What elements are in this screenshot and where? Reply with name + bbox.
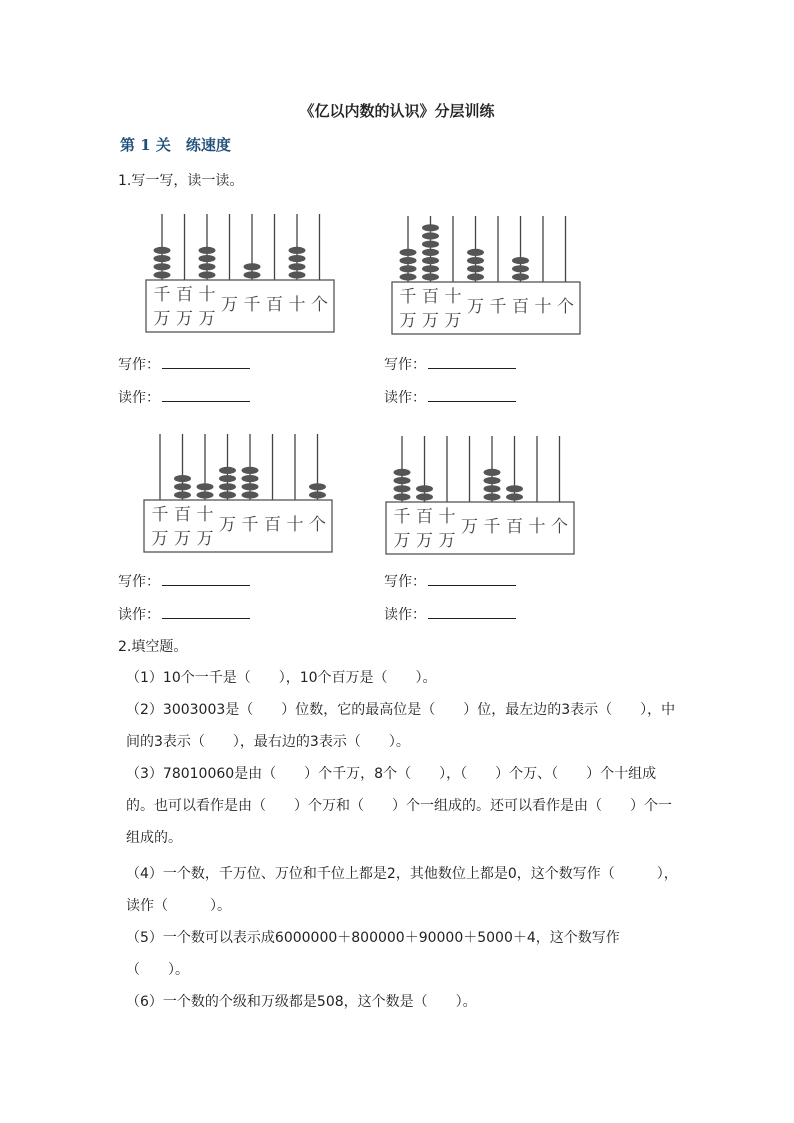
abacus-bead: [219, 467, 236, 474]
fill-item-1: （1）10个一千是（ ），10个百万是（ ）。: [126, 670, 437, 686]
fill-item-2: （2）3003003是（ ）位数，它的最高位是（ ）位，最左边的3表示（ ），中间的3表示（ ），最右边的3表示（ ）。: [126, 702, 676, 750]
place-label: 百: [416, 507, 433, 527]
place-label: 千: [489, 297, 507, 317]
abacus-frame: [146, 280, 334, 332]
question-2-label: 2.填空题。: [118, 639, 188, 655]
abacus-bead: [174, 483, 191, 490]
abacus-bead: [242, 483, 259, 490]
abacus-bead: [506, 485, 523, 492]
place-label: 万: [219, 515, 236, 535]
place-label: 十: [528, 517, 546, 537]
abacus-bead: [416, 485, 433, 492]
place-label: 十: [286, 515, 304, 535]
abacus-bead: [289, 263, 306, 270]
abacus-frame: [392, 282, 580, 334]
abacus-bead: [199, 263, 216, 270]
abacus-bead: [422, 232, 439, 239]
place-label: 千: [153, 285, 171, 305]
abacus-bead: [512, 273, 529, 280]
place-label: 万: [461, 517, 478, 537]
place-label-wan: 万: [438, 531, 456, 551]
place-label: 百: [422, 287, 439, 307]
place-label: 个: [309, 515, 326, 535]
abacus-bead: [400, 273, 417, 280]
abacus-bead: [219, 475, 236, 482]
read-line-1[interactable]: 读作：: [118, 387, 250, 407]
place-label: 百: [264, 515, 281, 535]
place-label: 千: [243, 295, 261, 315]
fill-item-3: （3）78010060是由（ ）个千万，8个（ ），（ ）个万、（ ）个十组成的。也可以看作是由（ ）个万和（ ）个一组成的。还可以看作是由（ ）个一组成的。: [126, 766, 672, 846]
section-heading: 第 1 关 练速度: [120, 136, 231, 154]
abacus-bead: [197, 491, 214, 498]
place-label: 百: [266, 295, 283, 315]
place-label: 千: [483, 517, 501, 537]
place-label-wan: 万: [422, 311, 439, 331]
abacus-bead: [242, 467, 259, 474]
abacus-bead: [309, 483, 326, 490]
place-label: 十: [444, 287, 462, 307]
place-label: 千: [151, 505, 169, 525]
abacus-bead: [422, 265, 439, 272]
place-label-wan: 万: [393, 531, 411, 551]
place-label: 十: [534, 297, 552, 317]
abacus-bead: [394, 469, 411, 476]
abacus-bead: [512, 257, 529, 264]
abacus-bead: [484, 469, 501, 476]
abacus-bead: [219, 491, 236, 498]
write-line-1[interactable]: 写作：: [118, 354, 250, 374]
place-label-wan: 万: [416, 531, 433, 551]
abacus-bead: [309, 491, 326, 498]
read-line-3[interactable]: 读作：: [118, 604, 250, 624]
abacus-bead: [394, 493, 411, 500]
abacus-3: [138, 430, 338, 560]
abacus-bead: [422, 249, 439, 256]
abacus-bead: [242, 475, 259, 482]
abacus-bead: [174, 491, 191, 498]
abacus-1: [140, 210, 340, 340]
place-label-wan: 万: [198, 309, 216, 329]
abacus-bead: [484, 477, 501, 484]
abacus-bead: [422, 224, 439, 231]
abacus-bead: [394, 485, 411, 492]
write-line-2[interactable]: 写作：: [384, 354, 516, 374]
place-label: 个: [551, 517, 568, 537]
place-label: 千: [399, 287, 417, 307]
abacus-bead: [416, 493, 433, 500]
place-label-wan: 万: [151, 529, 169, 549]
abacus-bead: [506, 493, 523, 500]
place-label: 十: [438, 507, 456, 527]
abacus-bead: [422, 257, 439, 264]
fill-item-5: （5）一个数可以表示成6000000＋800000＋90000＋5000＋4，这个数写作（ ）。: [126, 930, 620, 978]
abacus-bead: [199, 255, 216, 262]
abacus-bead: [289, 271, 306, 278]
place-label: 百: [506, 517, 523, 537]
abacus-bead: [512, 265, 529, 272]
abacus-bead: [289, 247, 306, 254]
place-label-wan: 万: [174, 529, 191, 549]
abacus-bead: [154, 263, 171, 270]
place-label-wan: 万: [196, 529, 214, 549]
abacus-bead: [467, 265, 484, 272]
abacus-bead: [400, 249, 417, 256]
abacus-bead: [400, 265, 417, 272]
abacus-bead: [199, 271, 216, 278]
place-label: 百: [512, 297, 529, 317]
place-label: 百: [176, 285, 193, 305]
read-line-4[interactable]: 读作：: [384, 604, 516, 624]
place-label: 个: [311, 295, 328, 315]
page-title: 《亿以内数的认识》分层训练: [299, 102, 495, 120]
question-1-label: 1.写一写，读一读。: [118, 173, 244, 189]
abacus-bead: [394, 477, 411, 484]
abacus-bead: [154, 247, 171, 254]
place-label: 百: [174, 505, 191, 525]
abacus-bead: [154, 271, 171, 278]
abacus-bead: [484, 493, 501, 500]
abacus-bead: [467, 257, 484, 264]
place-label: 个: [557, 297, 574, 317]
abacus-2: [386, 212, 586, 342]
place-label: 万: [467, 297, 484, 317]
place-label: 十: [196, 505, 214, 525]
abacus-bead: [199, 247, 216, 254]
abacus-bead: [467, 273, 484, 280]
place-label-wan: 万: [153, 309, 171, 329]
place-label: 十: [288, 295, 306, 315]
abacus-bead: [467, 249, 484, 256]
place-label: 千: [393, 507, 411, 527]
abacus-4: [380, 432, 580, 562]
write-line-4[interactable]: 写作：: [384, 571, 516, 591]
abacus-bead: [422, 273, 439, 280]
read-line-2[interactable]: 读作：: [384, 387, 516, 407]
abacus-bead: [422, 241, 439, 248]
abacus-frame: [386, 502, 574, 554]
place-label-wan: 万: [444, 311, 462, 331]
abacus-bead: [400, 257, 417, 264]
abacus-bead: [289, 255, 306, 262]
fill-item-4: （4）一个数，千万位、万位和千位上都是2，其他数位上都是0，这个数写作（ ），读作（ ）。: [126, 866, 678, 914]
abacus-bead: [154, 255, 171, 262]
place-label-wan: 万: [176, 309, 193, 329]
fill-item-6: （6）一个数的个级和万级都是508，这个数是（ ）。: [126, 994, 477, 1010]
place-label: 十: [198, 285, 216, 305]
place-label: 万: [221, 295, 238, 315]
abacus-frame: [144, 500, 332, 552]
abacus-bead: [174, 475, 191, 482]
abacus-bead: [197, 483, 214, 490]
abacus-bead: [242, 491, 259, 498]
abacus-bead: [219, 483, 236, 490]
abacus-bead: [244, 263, 261, 270]
place-label-wan: 万: [399, 311, 417, 331]
abacus-bead: [484, 485, 501, 492]
place-label: 千: [241, 515, 259, 535]
abacus-bead: [244, 271, 261, 278]
write-line-3[interactable]: 写作：: [118, 571, 250, 591]
